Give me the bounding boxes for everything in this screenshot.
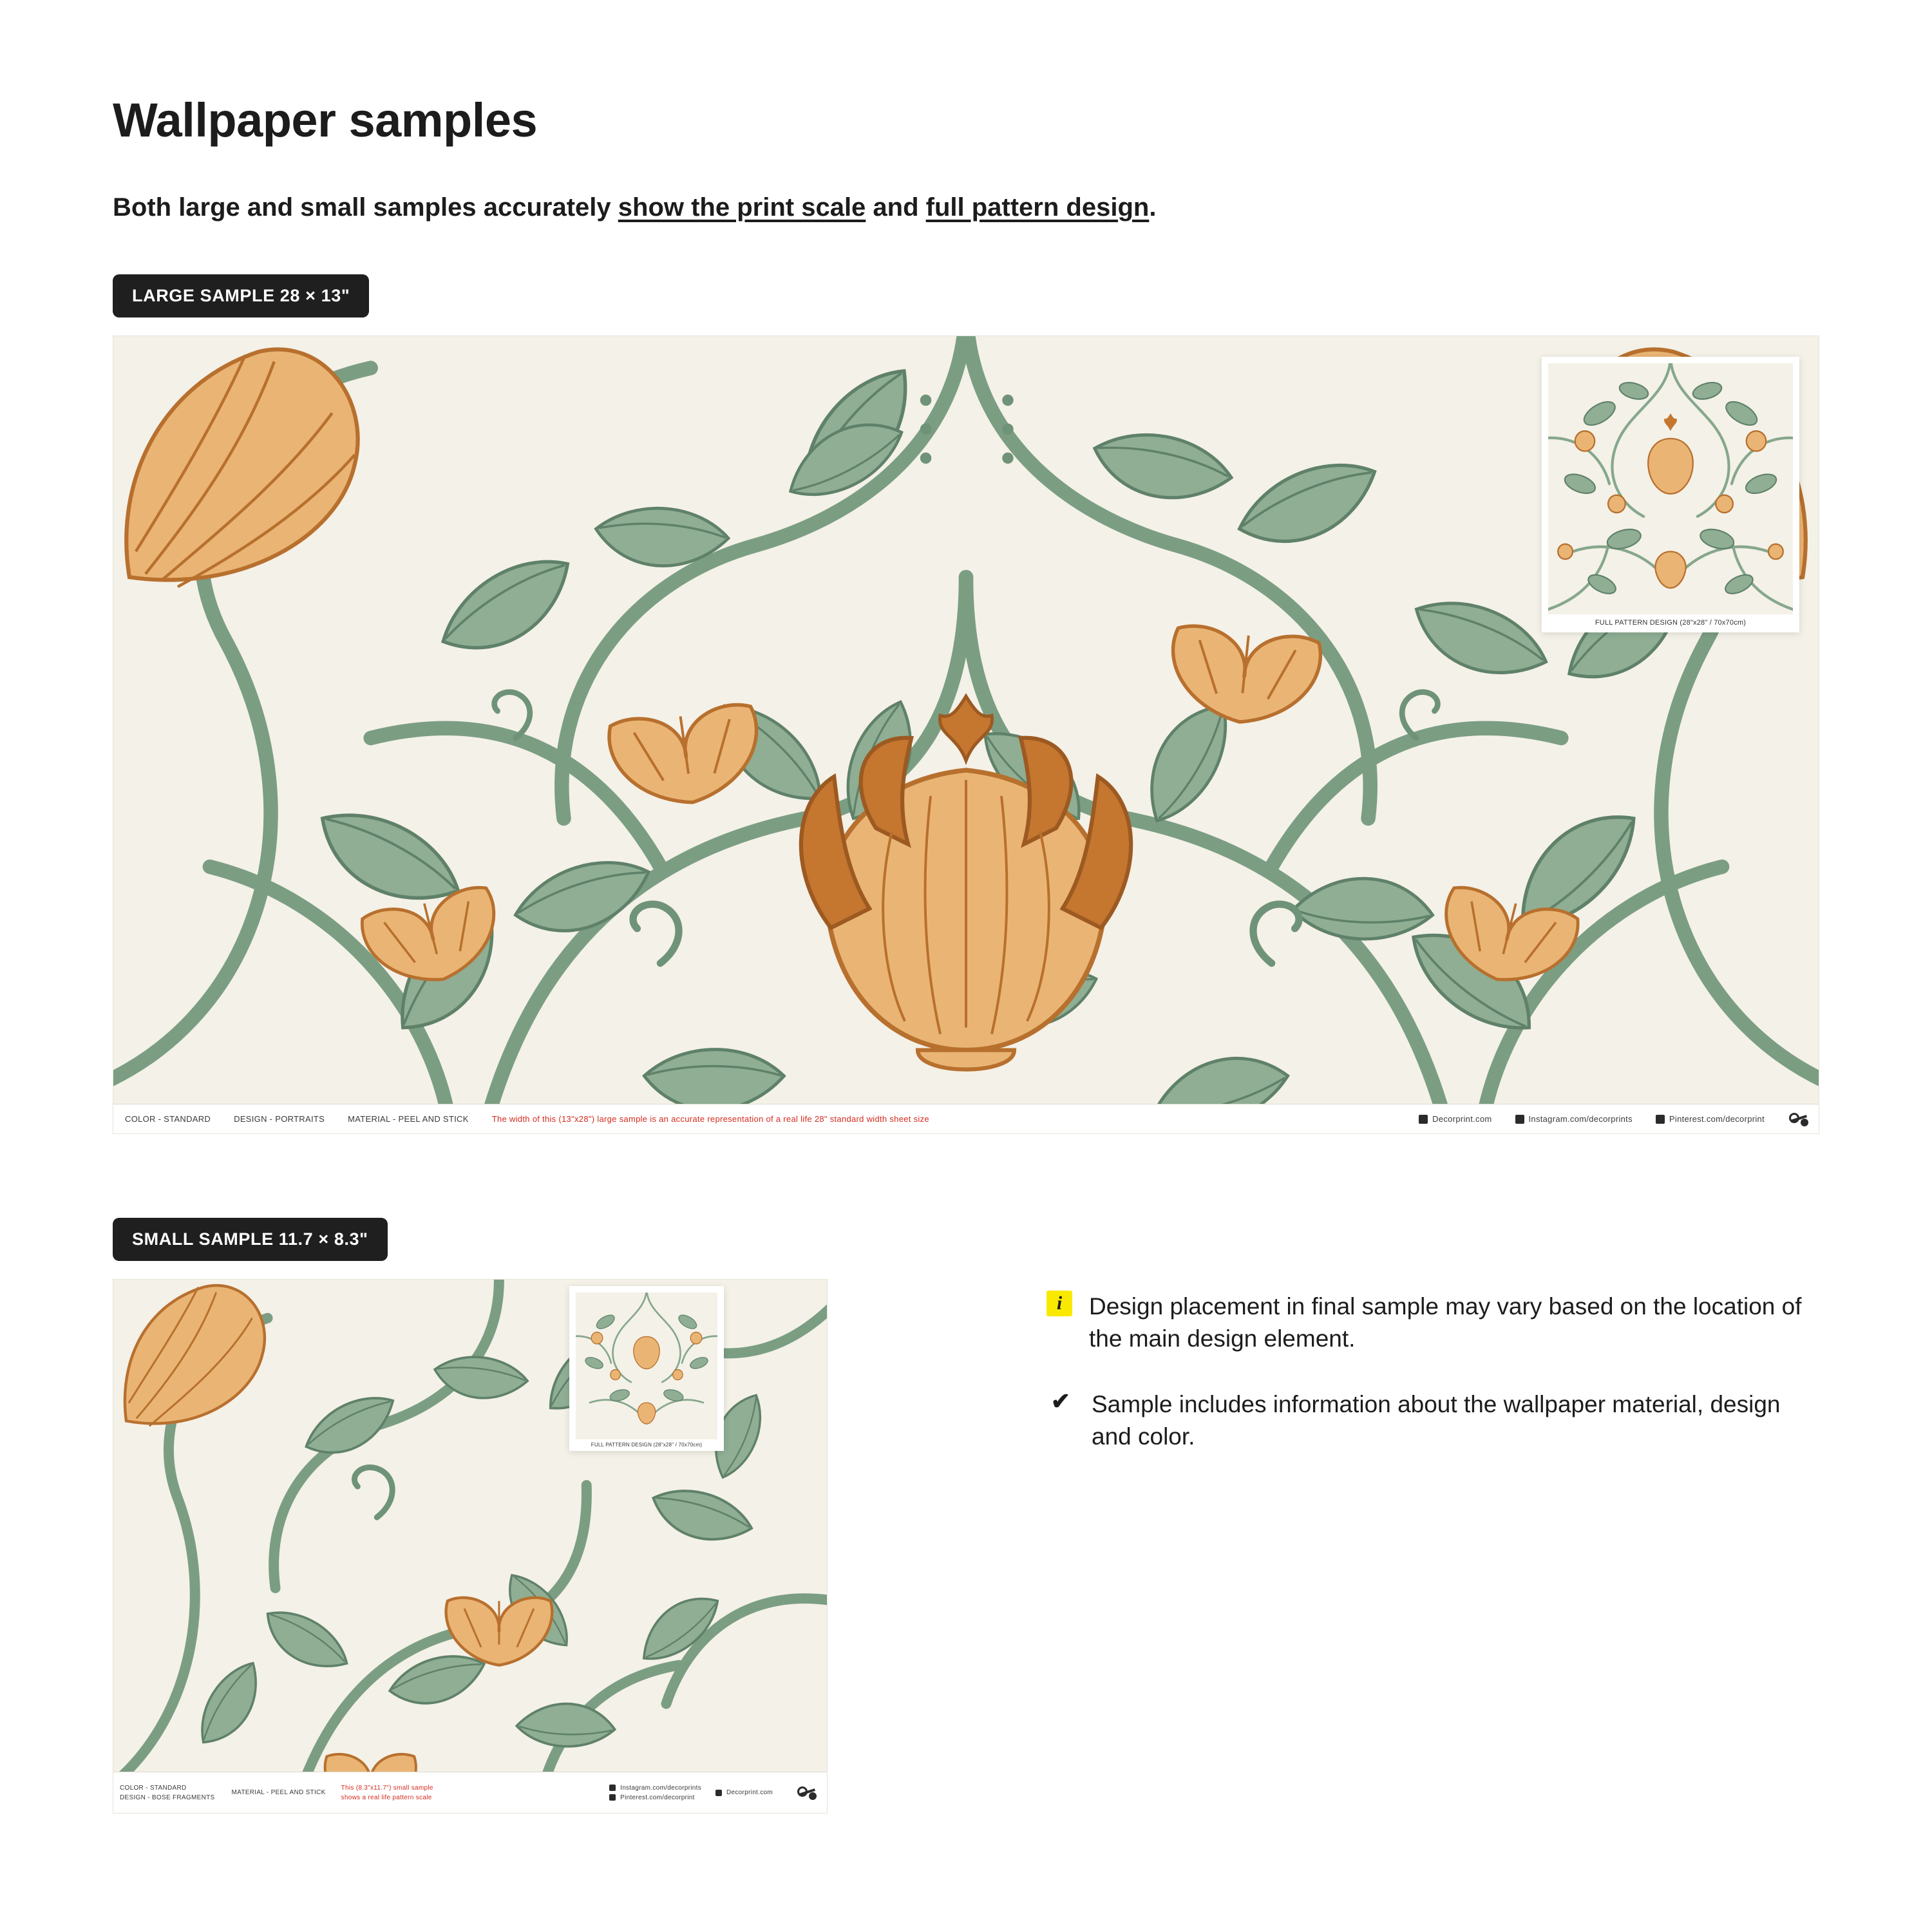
large-sample-wrap (113, 336, 1819, 1134)
bottom-row (113, 1261, 1819, 1814)
info-link-instagram-label-small: Instagram.com/decorprints (620, 1784, 701, 1792)
note-design-placement (1046, 1291, 1819, 1355)
small-sample-image (113, 1279, 828, 1814)
info-link-instagram-large[interactable] (1504, 1114, 1644, 1124)
globe-icon (1419, 1115, 1428, 1124)
info-link-website-large[interactable] (1407, 1114, 1503, 1124)
small-sample-wrap (113, 1279, 828, 1814)
info-link-instagram-label-large: Instagram.com/decorprints (1528, 1114, 1633, 1124)
full-pattern-thumbnail-caption-large: FULL PATTERN DESIGN (28"x28" / 70x70cm) (1595, 619, 1747, 627)
info-color-small: COLOR - STANDARD (120, 1784, 187, 1792)
info-scale-note-large: The width of this (13"x28") large sample is an accurate representation of a real life 28" standard width sheet size (491, 1114, 929, 1124)
info-link-website-label-large: Decorprint.com (1432, 1114, 1492, 1124)
info-material-small: MATERIAL - PEEL AND STICK (231, 1789, 326, 1796)
small-sample-badge: SMALL SAMPLE 11.7 × 8.3" (113, 1218, 388, 1261)
full-pattern-thumbnail-small (569, 1286, 724, 1451)
full-pattern-thumbnail-image-small (576, 1293, 717, 1439)
subtitle-text-1: Both large and small samples accurately (113, 193, 618, 222)
page-title: Wallpaper samples (113, 93, 538, 147)
brand-logo-small (784, 1785, 818, 1801)
subtitle-text-2: and (866, 193, 926, 222)
info-link-pinterest-large[interactable] (1644, 1114, 1776, 1124)
note-sample-info-text: Sample includes information about the wallpaper material, design and color. (1092, 1390, 1781, 1450)
large-sample-image (113, 336, 1819, 1134)
instagram-icon (1515, 1115, 1524, 1124)
info-material-large: MATERIAL - PEEL AND STICK (348, 1114, 469, 1124)
info-link-pinterest-label-small: Pinterest.com/decorprint (620, 1794, 695, 1801)
info-link-website-label-small: Decorprint.com (726, 1789, 773, 1796)
info-scale-note-rest-small: shows a real life pattern scale (341, 1794, 432, 1801)
info-icon: i (1046, 1291, 1072, 1316)
pinterest-icon (1656, 1115, 1665, 1124)
info-link-website-small[interactable] (701, 1789, 784, 1796)
info-design-large: DESIGN - PORTRAITS (234, 1114, 325, 1124)
notes-list (1046, 1261, 1819, 1814)
info-link-pinterest-label-large: Pinterest.com/decorprint (1669, 1114, 1765, 1124)
info-link-pinterest-small[interactable] (609, 1794, 701, 1801)
full-pattern-thumbnail-caption-small: FULL PATTERN DESIGN (28"x28" / 70x70cm) (591, 1442, 703, 1448)
large-sample-info-strip (113, 1104, 1819, 1133)
subtitle-emphasis-2: full pattern design (925, 193, 1150, 222)
full-pattern-thumbnail-large (1542, 357, 1799, 632)
small-sample-info-strip (113, 1772, 827, 1813)
page-subtitle (113, 191, 1819, 224)
globe-icon (715, 1790, 722, 1796)
full-pattern-thumbnail-image-large (1548, 363, 1793, 614)
check-icon: ✔ (1050, 1387, 1071, 1414)
subtitle-text-3: . (1149, 193, 1157, 222)
instagram-icon (609, 1785, 616, 1791)
note-sample-info (1046, 1388, 1819, 1453)
info-link-instagram-small[interactable] (609, 1785, 701, 1792)
info-color-large: COLOR - STANDARD (125, 1114, 211, 1124)
note-design-placement-text: Design placement in final sample may vary based on the location of the main design element. (1089, 1293, 1802, 1352)
subtitle-emphasis-1: show the print scale (618, 193, 866, 222)
info-scale-note-red-small: This (8.3"x11.7") small sample (341, 1784, 433, 1792)
info-design-small: DESIGN - BOSE FRAGMENTS (120, 1794, 215, 1801)
large-sample-badge: LARGE SAMPLE 28 × 13" (113, 274, 369, 317)
brand-logo-large (1776, 1111, 1810, 1128)
pinterest-icon (609, 1794, 616, 1801)
